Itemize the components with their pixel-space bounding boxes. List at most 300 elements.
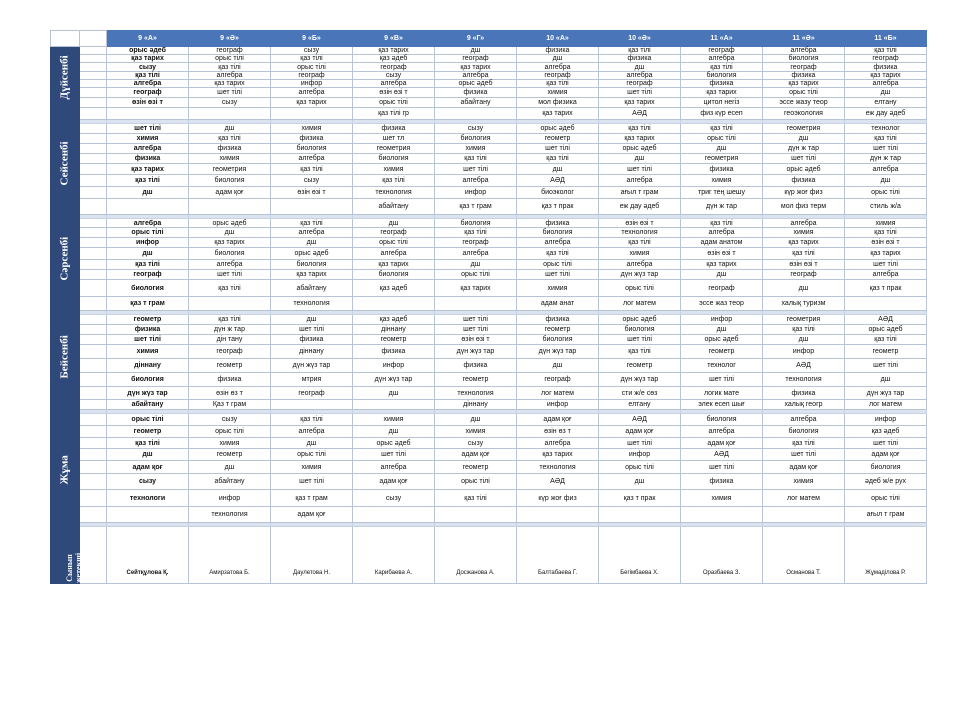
lesson-number (80, 88, 107, 98)
lesson-cell: дш (271, 315, 353, 325)
lesson-cell: қаз тарих (599, 98, 681, 108)
lesson-cell: сти ж/е сөз (599, 387, 681, 400)
lesson-cell: елтану (845, 98, 927, 108)
lesson-cell (435, 297, 517, 311)
lesson-cell: биология (517, 228, 599, 238)
lesson-cell: қаз тілі (435, 154, 517, 164)
lesson-cell: химия (517, 280, 599, 297)
lesson-cell: химия (271, 124, 353, 134)
lesson-cell: АӘД (599, 414, 681, 426)
lesson-cell: химия (845, 219, 927, 228)
lesson-cell: биология (189, 248, 271, 260)
lesson-cell: дш (517, 164, 599, 175)
lesson-cell: биология (189, 175, 271, 187)
lesson-cell: технолог (845, 124, 927, 134)
lesson-cell: алгебра (353, 461, 435, 474)
lesson-row (51, 175, 927, 187)
lesson-cell: цитол негіз (681, 98, 763, 108)
lesson-cell: сызу (189, 414, 271, 426)
lesson-cell: орыс әдеб (189, 219, 271, 228)
class-header: 9 «Ә» (189, 31, 271, 47)
lesson-cell: абайтану (189, 474, 271, 490)
lesson-cell: сызу (435, 124, 517, 134)
lesson-cell: химия (271, 461, 353, 474)
lesson-cell: инфор (763, 345, 845, 359)
lesson-cell: АӘД (599, 108, 681, 120)
lesson-cell: дш (845, 88, 927, 98)
lesson-row (51, 248, 927, 260)
lesson-row (51, 187, 927, 199)
lesson-cell: алгебра (435, 248, 517, 260)
lesson-cell: биология (353, 154, 435, 164)
lesson-cell: қаз тілі (599, 124, 681, 134)
lesson-number (80, 387, 107, 400)
lesson-cell (353, 400, 435, 410)
lesson-number (80, 315, 107, 325)
lesson-cell: қаз тілі (845, 335, 927, 345)
lesson-cell: технология (763, 373, 845, 387)
lesson-row (51, 280, 927, 297)
lesson-cell: шет тілі (763, 154, 845, 164)
lesson-cell: дүн жүз тар (271, 359, 353, 373)
day-label (51, 47, 80, 124)
lesson-cell: шет тілі (435, 164, 517, 175)
lesson-cell: физика (681, 474, 763, 490)
lesson-cell: елтану (599, 400, 681, 410)
lesson-cell: өзін өзі т (599, 219, 681, 228)
lesson-cell: еж дау әдеб (599, 199, 681, 215)
lesson-cell: қаз тарих (435, 280, 517, 297)
lesson-cell (189, 108, 271, 120)
lesson-number (80, 359, 107, 373)
lesson-cell: қаз тілі (681, 63, 763, 72)
lesson-cell: алгебра (271, 154, 353, 164)
lesson-number (80, 124, 107, 134)
lesson-row (51, 507, 927, 523)
lesson-cell: биология (845, 461, 927, 474)
lesson-cell: шет тілі (845, 438, 927, 449)
lesson-number (80, 98, 107, 108)
lesson-cell: шет тілі (353, 449, 435, 461)
lesson-cell: қаз тілі (763, 248, 845, 260)
lesson-cell: қаз тілі (271, 55, 353, 63)
lesson-cell: қаз т прак (517, 199, 599, 215)
lesson-cell: АӘД (681, 449, 763, 461)
lesson-cell: географ (763, 270, 845, 280)
class-header: 9 «В» (353, 31, 435, 47)
lesson-cell: дүн жүз тар (845, 387, 927, 400)
lesson-number (80, 280, 107, 297)
lesson-cell: өзін өзі т (271, 187, 353, 199)
lesson-cell: қаз тілі (435, 228, 517, 238)
day-label (51, 315, 80, 414)
lesson-cell (517, 507, 599, 523)
lesson-cell: қаз тілі (271, 164, 353, 175)
lesson-row (51, 387, 927, 400)
lesson-number (80, 260, 107, 270)
lesson-cell: химия (435, 426, 517, 438)
lesson-cell (845, 297, 927, 311)
lesson-cell: орыс тілі (353, 98, 435, 108)
lesson-cell: орыс тілі (271, 449, 353, 461)
lesson-cell: алгебра (845, 80, 927, 88)
lesson-cell: географ (763, 63, 845, 72)
lesson-cell: шет тілі (517, 144, 599, 154)
lesson-cell: мол физика (517, 98, 599, 108)
lesson-cell: сызу (189, 98, 271, 108)
class-header: 10 «А» (517, 31, 599, 47)
lesson-cell: биология (599, 325, 681, 335)
lesson-cell: алгебра (681, 426, 763, 438)
lesson-cell: шет тілі (271, 474, 353, 490)
header-corner-num (80, 31, 107, 47)
lesson-cell: географ (681, 47, 763, 55)
lesson-cell: дүн жүз тар (353, 373, 435, 387)
lesson-cell: технология (517, 461, 599, 474)
lesson-cell: қаз тарих (681, 260, 763, 270)
lesson-cell: алгебра (107, 80, 189, 88)
lesson-cell: физика (271, 335, 353, 345)
lesson-cell: геометр (107, 315, 189, 325)
lesson-cell: қаз тілі (517, 248, 599, 260)
lesson-cell: қаз тарих (353, 260, 435, 270)
day-name: Сейсенбі (58, 140, 71, 185)
lesson-cell: қаз т прак (845, 280, 927, 297)
lesson-cell: халық геогр (763, 400, 845, 410)
lesson-cell: шет тілі (189, 270, 271, 280)
lesson-row (51, 80, 927, 88)
lesson-cell: геометр (845, 345, 927, 359)
lesson-cell: сызу (107, 63, 189, 72)
lesson-cell: химия (107, 345, 189, 359)
lesson-cell: геометр (681, 345, 763, 359)
lesson-cell: биология (107, 280, 189, 297)
lesson-row (51, 325, 927, 335)
lesson-cell: орыс әдеб (599, 144, 681, 154)
lesson-cell (107, 199, 189, 215)
lesson-cell: орыс тілі (599, 461, 681, 474)
lesson-cell: орыс әдеб (845, 325, 927, 335)
lesson-cell: алгебра (681, 55, 763, 63)
lesson-cell: өзін өзі т (435, 335, 517, 345)
lesson-cell: алгебра (189, 260, 271, 270)
lesson-cell: географ (681, 280, 763, 297)
lesson-cell: физика (517, 315, 599, 325)
lesson-cell: өзін өзі т (107, 98, 189, 108)
lesson-cell: орыс тілі (681, 134, 763, 144)
lesson-cell: қаз тарих (763, 238, 845, 248)
lesson-cell: географ (107, 270, 189, 280)
lesson-cell: адам қоғ (763, 461, 845, 474)
lesson-cell: АӘД (517, 175, 599, 187)
lesson-number (80, 63, 107, 72)
lesson-cell: еж дау әдеб (845, 108, 927, 120)
lesson-cell: дш (681, 144, 763, 154)
lesson-cell: химия (435, 144, 517, 154)
lesson-row (51, 88, 927, 98)
lesson-cell: қаз тілі (271, 414, 353, 426)
lesson-cell (435, 507, 517, 523)
lesson-cell: қаз тарих (107, 164, 189, 175)
lesson-cell: дш (107, 248, 189, 260)
lesson-cell: дш (599, 154, 681, 164)
lesson-number (80, 297, 107, 311)
lesson-row (51, 426, 927, 438)
lesson-cell: инфор (271, 80, 353, 88)
lesson-cell: өзін өзі т (681, 248, 763, 260)
lesson-cell: орыс тілі (271, 63, 353, 72)
lesson-cell: қаз тарих (845, 248, 927, 260)
lesson-cell: географ (435, 238, 517, 248)
lesson-cell: орыс тілі (353, 238, 435, 248)
lesson-cell: шет тілі (845, 144, 927, 154)
lesson-cell: химия (681, 175, 763, 187)
lesson-row (51, 490, 927, 507)
day-label (51, 219, 80, 315)
lesson-cell: дш (845, 175, 927, 187)
lesson-cell: технологи (107, 490, 189, 507)
lesson-cell: қаз тілі (517, 80, 599, 88)
class-teacher: Жұмаділова Р. (845, 527, 927, 584)
lesson-cell: физика (681, 164, 763, 175)
lesson-cell: адам қоғ (353, 474, 435, 490)
lesson-number (80, 426, 107, 438)
lesson-cell: лог матем (517, 387, 599, 400)
lesson-cell: орыс тілі (189, 55, 271, 63)
lesson-cell: геометрия (681, 154, 763, 164)
lesson-cell: қаз тілі (681, 219, 763, 228)
lesson-cell: химия (763, 474, 845, 490)
lesson-cell: физика (517, 219, 599, 228)
lesson-cell: дш (435, 47, 517, 55)
lesson-cell: биология (681, 414, 763, 426)
lesson-cell: шет тілі (599, 438, 681, 449)
lesson-cell: дш (845, 373, 927, 387)
lesson-cell: орыс тілі (845, 490, 927, 507)
lesson-cell (435, 108, 517, 120)
lesson-cell: инфор (107, 238, 189, 248)
lesson-cell: технология (271, 297, 353, 311)
lesson-cell (189, 297, 271, 311)
class-teacher: Даулетова Н. (271, 527, 353, 584)
lesson-cell: алгебра (517, 438, 599, 449)
lesson-cell: дүн ж тар (681, 199, 763, 215)
lesson-cell: эссе жазу теор (763, 98, 845, 108)
lesson-number (80, 325, 107, 335)
lesson-cell: қаз тілі (107, 175, 189, 187)
lesson-cell: орыс әдеб (353, 438, 435, 449)
day-name: Бейсенбі (58, 334, 71, 378)
lesson-cell: геометрия (353, 144, 435, 154)
lesson-cell: орыс әдеб (763, 164, 845, 175)
lesson-cell: алгебра (353, 248, 435, 260)
lesson-cell: физика (271, 134, 353, 144)
lesson-cell: қаз тілі (599, 345, 681, 359)
lesson-cell: дш (353, 426, 435, 438)
lesson-cell: дүн жүз тар (599, 373, 681, 387)
lesson-cell: инфор (517, 400, 599, 410)
schedule-sheet (50, 30, 927, 682)
lesson-cell: орыс әдеб (435, 80, 517, 88)
lesson-cell: геометр (517, 325, 599, 335)
lesson-cell: шет тілі (107, 335, 189, 345)
lesson-row (51, 345, 927, 359)
lesson-cell: биология (271, 260, 353, 270)
lesson-cell: технология (435, 387, 517, 400)
lesson-row (51, 47, 927, 55)
lesson-number (80, 47, 107, 55)
lesson-cell: мтрия (271, 373, 353, 387)
lesson-cell: биология (435, 134, 517, 144)
lesson-cell: дін тану (189, 335, 271, 345)
lesson-cell: сызу (271, 175, 353, 187)
lesson-row (51, 238, 927, 248)
lesson-number (80, 219, 107, 228)
lesson-cell: қаз тілі (107, 260, 189, 270)
lesson-cell: физика (353, 124, 435, 134)
lesson-cell: діннану (107, 359, 189, 373)
lesson-cell: қаз тілі (763, 438, 845, 449)
class-header: 11 «А» (681, 31, 763, 47)
lesson-cell: дш (517, 359, 599, 373)
class-header: 11 «Ә» (763, 31, 845, 47)
lesson-cell: геометрия (189, 164, 271, 175)
lesson-cell: абайтану (107, 400, 189, 410)
lesson-cell: қаз тарих (353, 47, 435, 55)
lesson-cell: дш (271, 438, 353, 449)
lesson-row (51, 315, 927, 325)
lesson-cell: қаз тілі (845, 228, 927, 238)
class-teacher: Карибаева А. (353, 527, 435, 584)
lesson-cell: адам қоғ (681, 438, 763, 449)
day-name: Сәрсенбі (58, 236, 71, 281)
lesson-cell: қаз тарих (517, 449, 599, 461)
lesson-cell: қаз т грам (107, 297, 189, 311)
lesson-cell: адам қоғ (271, 507, 353, 523)
lesson-cell: шет тілі (599, 88, 681, 98)
lesson-cell: орыс тілі (599, 280, 681, 297)
lesson-number (80, 164, 107, 175)
lesson-cell: қаз әдеб (353, 280, 435, 297)
lesson-number (80, 154, 107, 164)
lesson-cell: шет тілі (763, 449, 845, 461)
lesson-cell: орыс тілі (435, 474, 517, 490)
lesson-number (80, 80, 107, 88)
lesson-row (51, 134, 927, 144)
lesson-cell (763, 507, 845, 523)
lesson-cell: қаз т прак (599, 490, 681, 507)
lesson-cell: қаз тілі (435, 490, 517, 507)
lesson-cell: абайтану (435, 98, 517, 108)
lesson-cell: орыс әдеб (517, 124, 599, 134)
lesson-number (80, 72, 107, 80)
lesson-cell: орыс әдеб (107, 47, 189, 55)
lesson-cell: қаз тілі (599, 238, 681, 248)
lesson-cell (107, 108, 189, 120)
lesson-cell: алгебра (107, 219, 189, 228)
lesson-cell: шет тілі (681, 461, 763, 474)
lesson-cell: қаз тарих (271, 270, 353, 280)
lesson-cell: физика (435, 88, 517, 98)
lesson-cell: шет тл (353, 134, 435, 144)
lesson-cell: қаз тілі (763, 325, 845, 335)
lesson-cell: халық туризм (763, 297, 845, 311)
lesson-cell: физика (681, 80, 763, 88)
lesson-number (80, 199, 107, 215)
lesson-cell (353, 507, 435, 523)
lesson-row (51, 108, 927, 120)
lesson-cell: шет тілі (599, 164, 681, 175)
lesson-cell: орыс тілі (107, 228, 189, 238)
lesson-cell: геометр (599, 359, 681, 373)
lesson-cell: ағыл т грам (845, 507, 927, 523)
lesson-cell: қаз т грам (271, 490, 353, 507)
lesson-row (51, 359, 927, 373)
lesson-row (51, 461, 927, 474)
class-teacher: Оразбаева З. (681, 527, 763, 584)
lesson-cell: геометр (189, 449, 271, 461)
lesson-cell: технология (353, 187, 435, 199)
lesson-cell: инфор (599, 449, 681, 461)
lesson-cell: күр жоғ физ (763, 187, 845, 199)
lesson-cell: қаз тарих (107, 55, 189, 63)
lesson-cell: географ (353, 63, 435, 72)
lesson-number (80, 449, 107, 461)
lesson-cell: қаз тарих (435, 63, 517, 72)
lesson-number (80, 175, 107, 187)
lesson-cell: биоэколог (517, 187, 599, 199)
lesson-cell: стиль ж/а (845, 199, 927, 215)
lesson-row (51, 260, 927, 270)
lesson-cell: шет тілі (599, 335, 681, 345)
day-label (51, 124, 80, 219)
lesson-cell: адам қоғ (845, 449, 927, 461)
lesson-cell: геометр (435, 373, 517, 387)
lesson-cell: орыс әдеб (681, 335, 763, 345)
lesson-cell: химия (189, 154, 271, 164)
lesson-cell: дш (189, 228, 271, 238)
lesson-cell: дш (107, 449, 189, 461)
lesson-cell: өзін өз т (517, 426, 599, 438)
lesson-cell: өзін өз т (189, 387, 271, 400)
lesson-cell: геоэкология (763, 108, 845, 120)
lesson-cell: дш (681, 270, 763, 280)
lesson-cell: геометр (189, 359, 271, 373)
lesson-cell: адам қоғ (435, 449, 517, 461)
lesson-cell: биология (271, 144, 353, 154)
lesson-cell: орыс тілі (763, 88, 845, 98)
lesson-number (80, 474, 107, 490)
lesson-cell: қаз тарих (271, 98, 353, 108)
lesson-cell (353, 297, 435, 311)
lesson-cell: химия (353, 414, 435, 426)
teachers-label: Сынып жетекші (65, 552, 83, 584)
lesson-number (80, 55, 107, 63)
lesson-cell: химия (107, 134, 189, 144)
lesson-cell: орыс тілі (189, 426, 271, 438)
lesson-cell: инфор (353, 359, 435, 373)
lesson-cell: қаз әдеб (353, 315, 435, 325)
lesson-cell: алгебра (435, 175, 517, 187)
lesson-cell: дш (435, 260, 517, 270)
lesson-cell: қаз тілі (845, 134, 927, 144)
lesson-cell: адам қоғ (517, 414, 599, 426)
lesson-cell: географ (189, 345, 271, 359)
lesson-cell: биология (763, 55, 845, 63)
lesson-cell: алгебра (599, 72, 681, 80)
class-teacher: Досжанова А. (435, 527, 517, 584)
lesson-cell: химия (681, 490, 763, 507)
